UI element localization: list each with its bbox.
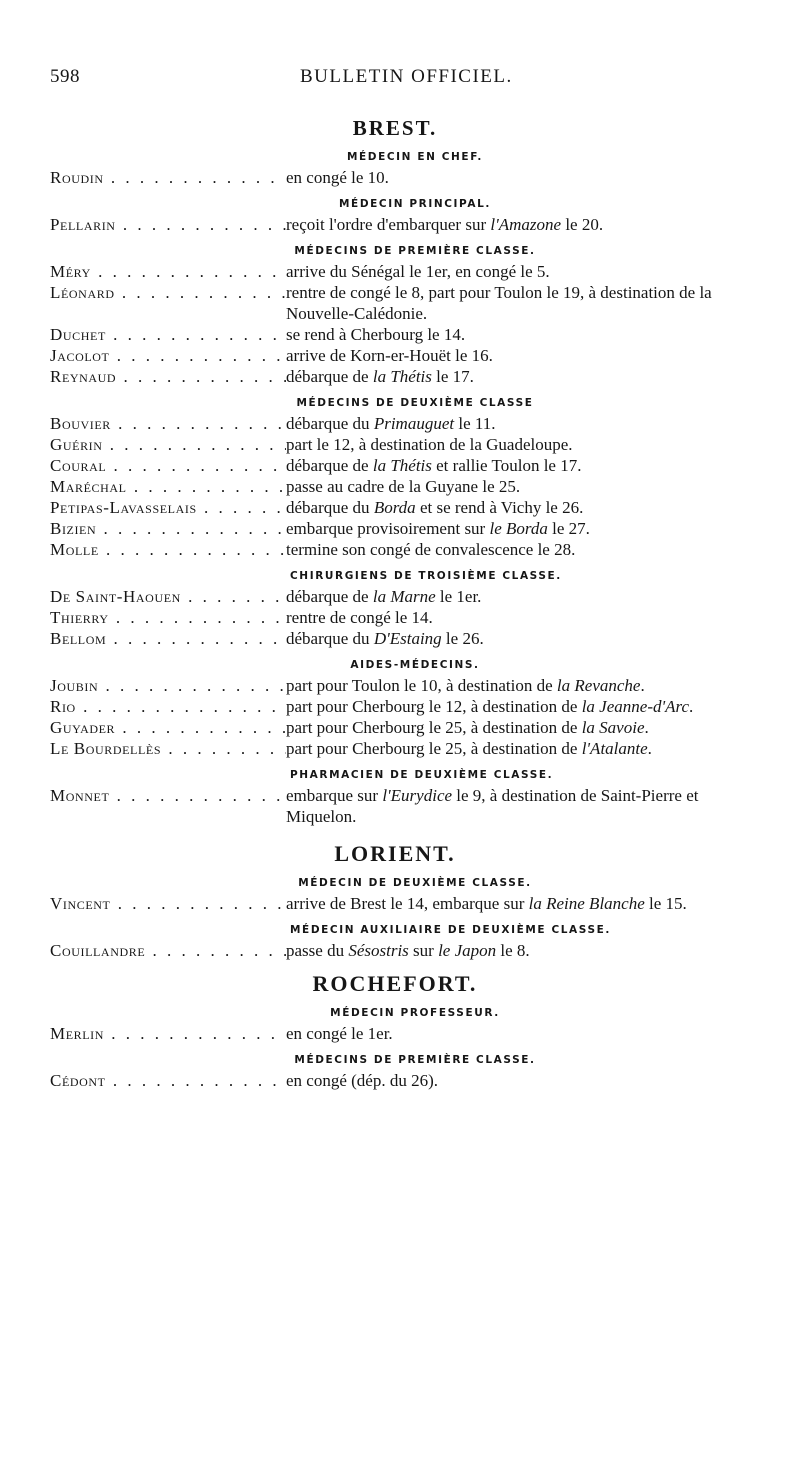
movement-text: reçoit l'ordre d'embarquer sur l'Amazone le 20. [286,215,604,234]
port-heading: ROCHEFORT. [312,971,478,996]
movement-text: débarque du Borda et se rend à Vichy le 26. [286,498,584,517]
movement-text: se rend à Cherbourg le 14. [286,325,466,344]
personnel-entry [50,738,770,759]
personnel-entry [50,167,770,188]
movement-text: arrive du Sénégal le 1er, en congé le 5. [286,262,550,281]
movement-text: embarque sur l'Eurydice le 9, à destination de Saint-Pierre et Miquelon. [286,786,699,826]
officer-name: Joubin . . . [50,675,286,696]
officer-name: Guyader . . . [50,717,286,738]
officer-name: Merlin . . . [50,1023,286,1044]
officer-name: Bellom . . . [50,628,286,649]
officer-name: Bizien . . . [50,518,286,539]
officer-name: Petipas-Lavasselais . . . [50,497,286,518]
movement-text: arrive de Brest le 14, embarque sur la Reine Blanche le 15. [286,894,687,913]
rank-heading: CHIRURGIENS DE TROISIÈME CLASSE. [290,570,562,582]
personnel-entry [50,476,770,497]
movement-text: débarque du Primauguet le 11. [286,414,496,433]
movement-text: en congé le 1er. [286,1024,393,1043]
personnel-entry [50,696,770,717]
personnel-entry [50,366,770,387]
officer-name: Monnet . . . [50,785,286,827]
movement-text: part pour Toulon le 10, à destination de la Revanche. [286,676,645,695]
running-head [50,66,770,92]
personnel-entry [50,607,770,628]
personnel-entry [50,497,770,518]
rank-heading: MÉDECINS DE DEUXIÈME CLASSE [296,397,534,409]
personnel-entry [50,940,770,961]
personnel-entry [50,893,770,914]
personnel-entry [50,261,770,282]
officer-name: Rio . . . [50,696,286,717]
movement-text: débarque de la Thétis et rallie Toulon le 17. [286,456,582,475]
officer-name: Roudin . . . [50,167,286,188]
personnel-entry [50,1070,770,1091]
movement-text: rentre de congé le 8, part pour Toulon le 19, à destination de la Nouvelle-Calédonie. [286,283,712,323]
officer-name: Pellarin . . . [50,214,286,235]
officer-name: Cédont . . . [50,1070,286,1091]
personnel-entry [50,675,770,696]
movement-text: embarque provisoirement sur le Borda le 27. [286,519,590,538]
personnel-entry [50,413,770,434]
movement-text: passe du Sésostris sur le Japon le 8. [286,941,530,960]
personnel-entry [50,586,770,607]
movement-text: part le 12, à destination de la Guadeloupe. [286,435,573,454]
personnel-entry [50,345,770,366]
rank-heading: MÉDECIN EN CHEF. [346,151,484,163]
movement-text: arrive de Korn-er-Houët le 16. [286,346,493,365]
personnel-entry [50,1023,770,1044]
personnel-entry [50,539,770,560]
rank-heading: MÉDECINS DE PREMIÈRE CLASSE. [294,245,536,257]
officer-name: Couillandre . . . [50,940,286,961]
personnel-entry [50,628,770,649]
page-number: 598 [50,66,80,87]
rank-heading: MÉDECINS DE PREMIÈRE CLASSE. [294,1054,536,1066]
officer-name: Jacolot . . . [50,345,286,366]
officer-name: Vincent . . . [50,893,286,914]
officer-name: Thierry . . . [50,607,286,628]
officer-name: Molle . . . [50,539,286,560]
movement-text: débarque du D'Estaing le 26. [286,629,484,648]
personnel-entry [50,324,770,345]
port-heading: LORIENT. [334,841,456,866]
movement-text: en congé le 10. [286,168,389,187]
personnel-entry [50,717,770,738]
movement-text: en congé (dép. du 26). [286,1071,439,1090]
rank-heading: AIDES-MÉDECINS. [350,659,480,671]
movement-text: termine son congé de convalescence le 28. [286,540,576,559]
personnel-entry [50,214,770,235]
movement-text: part pour Cherbourg le 12, à destination de la Jeanne-d'Arc. [286,697,694,716]
personnel-entry [50,455,770,476]
officer-name: Méry . . . [50,261,286,282]
officer-name: Duchet . . . [50,324,286,345]
port-heading: BREST. [352,116,438,140]
movement-text: débarque de la Marne le 1er. [286,587,482,606]
personnel-entry [50,282,770,324]
document-body [50,115,770,1091]
personnel-entry [50,785,770,827]
rank-heading: MÉDECIN PRINCIPAL. [339,198,491,210]
movement-text: part pour Cherbourg le 25, à destination de l'Atalante. [286,739,652,758]
rank-heading: MÉDECIN DE DEUXIÈME CLASSE. [298,877,532,889]
rank-heading: PHARMACIEN DE DEUXIÈME CLASSE. [290,769,554,781]
officer-name: Reynaud . . . [50,366,286,387]
rank-heading: MÉDECIN PROFESSEUR. [330,1007,500,1019]
movement-text: passe au cadre de la Guyane le 25. [286,477,521,496]
personnel-entry [50,434,770,455]
officer-name: Le Bourdellès . . . [50,738,286,759]
movement-text: débarque de la Thétis le 17. [286,367,474,386]
officer-name: Guérin . . . [50,434,286,455]
officer-name: Léonard . . . [50,282,286,324]
movement-text: rentre de congé le 14. [286,608,433,627]
officer-name: Maréchal . . . [50,476,286,497]
movement-text: part pour Cherbourg le 25, à destination de la Savoie. [286,718,649,737]
officer-name: Coural . . . [50,455,286,476]
rank-heading: MÉDECIN AUXILIAIRE DE DEUXIÈME CLASSE. [290,924,611,936]
journal-title: BULLETIN OFFICIEL. [300,66,513,87]
officer-name: Bouvier . . . [50,413,286,434]
officer-name: De Saint-Haouen . . . [50,586,286,607]
personnel-entry [50,518,770,539]
